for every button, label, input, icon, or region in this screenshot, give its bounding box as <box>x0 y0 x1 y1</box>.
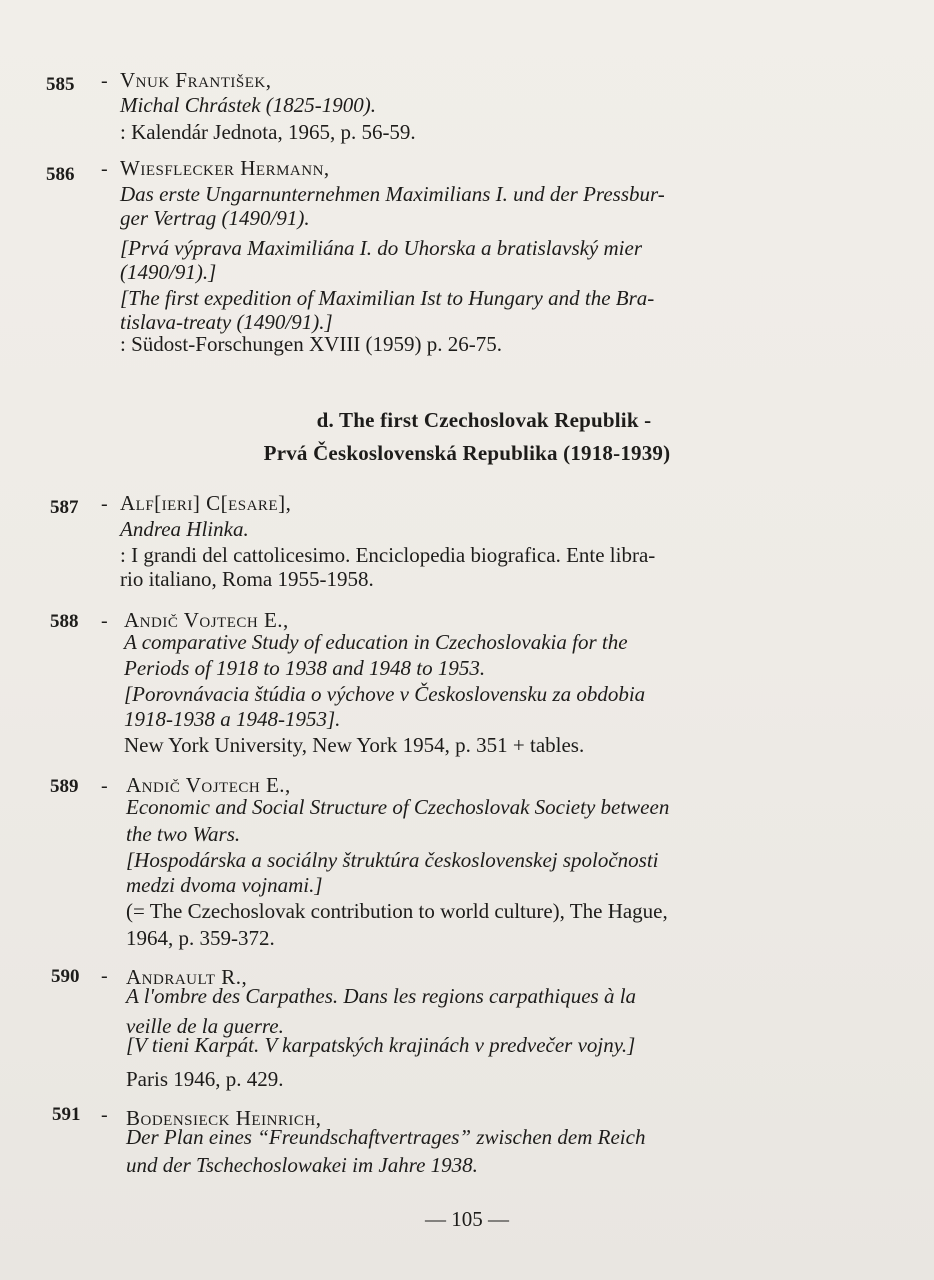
entry-dash: - <box>101 610 108 632</box>
entry-number: 586 <box>46 164 75 185</box>
entry-title: Economic and Social Structure of Czechoslovak Society between <box>126 795 670 819</box>
entry-number: 589 <box>50 776 79 797</box>
entry-title-translation: [V tieni Karpát. V karpatských krajinách v predvečer vojny.] <box>126 1033 636 1057</box>
entry-dash: - <box>101 775 108 797</box>
entry-dash: - <box>101 158 108 180</box>
entry-title: A comparative Study of education in Czechoslovakia for the <box>124 630 628 654</box>
entry-title: A l'ombre des Carpathes. Dans les regions carpathiques à la <box>126 984 637 1008</box>
entry-author: Vnuk František, <box>120 68 272 92</box>
entry-source: New York University, New York 1954, p. 351 + tables. <box>124 733 585 757</box>
entry-title: ger Vertrag (1490/91). <box>120 206 310 230</box>
section-heading: d. The first Czechoslovak Republik - <box>316 408 652 432</box>
entry-author: Wiesflecker Hermann, <box>120 156 330 180</box>
entry-source: : Südost-Forschungen XVIII (1959) p. 26-75. <box>120 332 503 356</box>
entry-author: Bodensieck Heinrich, <box>126 1106 322 1130</box>
page-number: — 105 — <box>425 1207 509 1231</box>
entry-dash: - <box>101 965 108 987</box>
entry-title: Periods of 1918 to 1938 and 1948 to 1953. <box>124 656 486 680</box>
entry-author: Andič Vojtech E., <box>124 608 289 632</box>
entry-title: veille de la guerre. <box>126 1014 284 1038</box>
entry-number: 590 <box>51 966 80 987</box>
entry-title-translation: [Prvá výprava Maximiliána I. do Uhorska a bratislavský mier <box>120 236 642 260</box>
entry-title-translation: (1490/91).] <box>120 260 217 284</box>
entry-source: : Kalendár Jednota, 1965, p. 56-59. <box>120 120 416 144</box>
entry-title-translation: medzi dvoma vojnami.] <box>126 873 323 897</box>
entry-title-translation: [Hospodárska a sociálny štruktúra československej spoločnosti <box>126 848 659 872</box>
entry-source: Paris 1946, p. 429. <box>126 1067 284 1091</box>
entry-title-translation: [Porovnávacia štúdia o výchove v Československu za obdobia <box>124 682 646 706</box>
entry-title-translation: tislava-treaty (1490/91).] <box>120 310 333 334</box>
entry-number: 588 <box>50 611 79 632</box>
entry-source: rio italiano, Roma 1955-1958. <box>120 567 374 591</box>
entry-title: Der Plan eines “Freundschaftvertrages” zwischen dem Reich <box>126 1125 646 1149</box>
entry-title: the two Wars. <box>126 822 241 846</box>
section-heading: Prvá Československá Republika (1918-1939) <box>263 441 671 465</box>
entry-dash: - <box>101 70 108 92</box>
entry-author: Alf[ieri] C[esare], <box>120 491 292 515</box>
entry-author: Andič Vojtech E., <box>126 773 291 797</box>
entry-title: und der Tschechoslowakei im Jahre 1938. <box>126 1153 478 1177</box>
entry-dash: - <box>101 1104 108 1126</box>
entry-title: Andrea Hlinka. <box>120 517 249 541</box>
entry-number: 585 <box>46 74 75 95</box>
entry-source: (= The Czechoslovak contribution to world culture), The Hague, <box>126 899 668 923</box>
entry-title: Michal Chrástek (1825-1900). <box>120 93 377 117</box>
entry-number: 587 <box>50 497 79 518</box>
entry-source: 1964, p. 359-372. <box>126 926 275 950</box>
entry-author: Andrault R., <box>126 965 248 989</box>
entry-title-translation: 1918-1938 a 1948-1953]. <box>124 707 341 731</box>
entry-title: Das erste Ungarnunternehmen Maximilians I. und der Pressbur- <box>120 182 665 206</box>
entry-number: 591 <box>52 1104 81 1125</box>
entry-source: : I grandi del cattolicesimo. Enciclopedia biografica. Ente libra- <box>120 543 656 567</box>
entry-title-translation: [The first expedition of Maximilian Ist to Hungary and the Bra- <box>120 286 655 310</box>
entry-dash: - <box>101 493 108 515</box>
